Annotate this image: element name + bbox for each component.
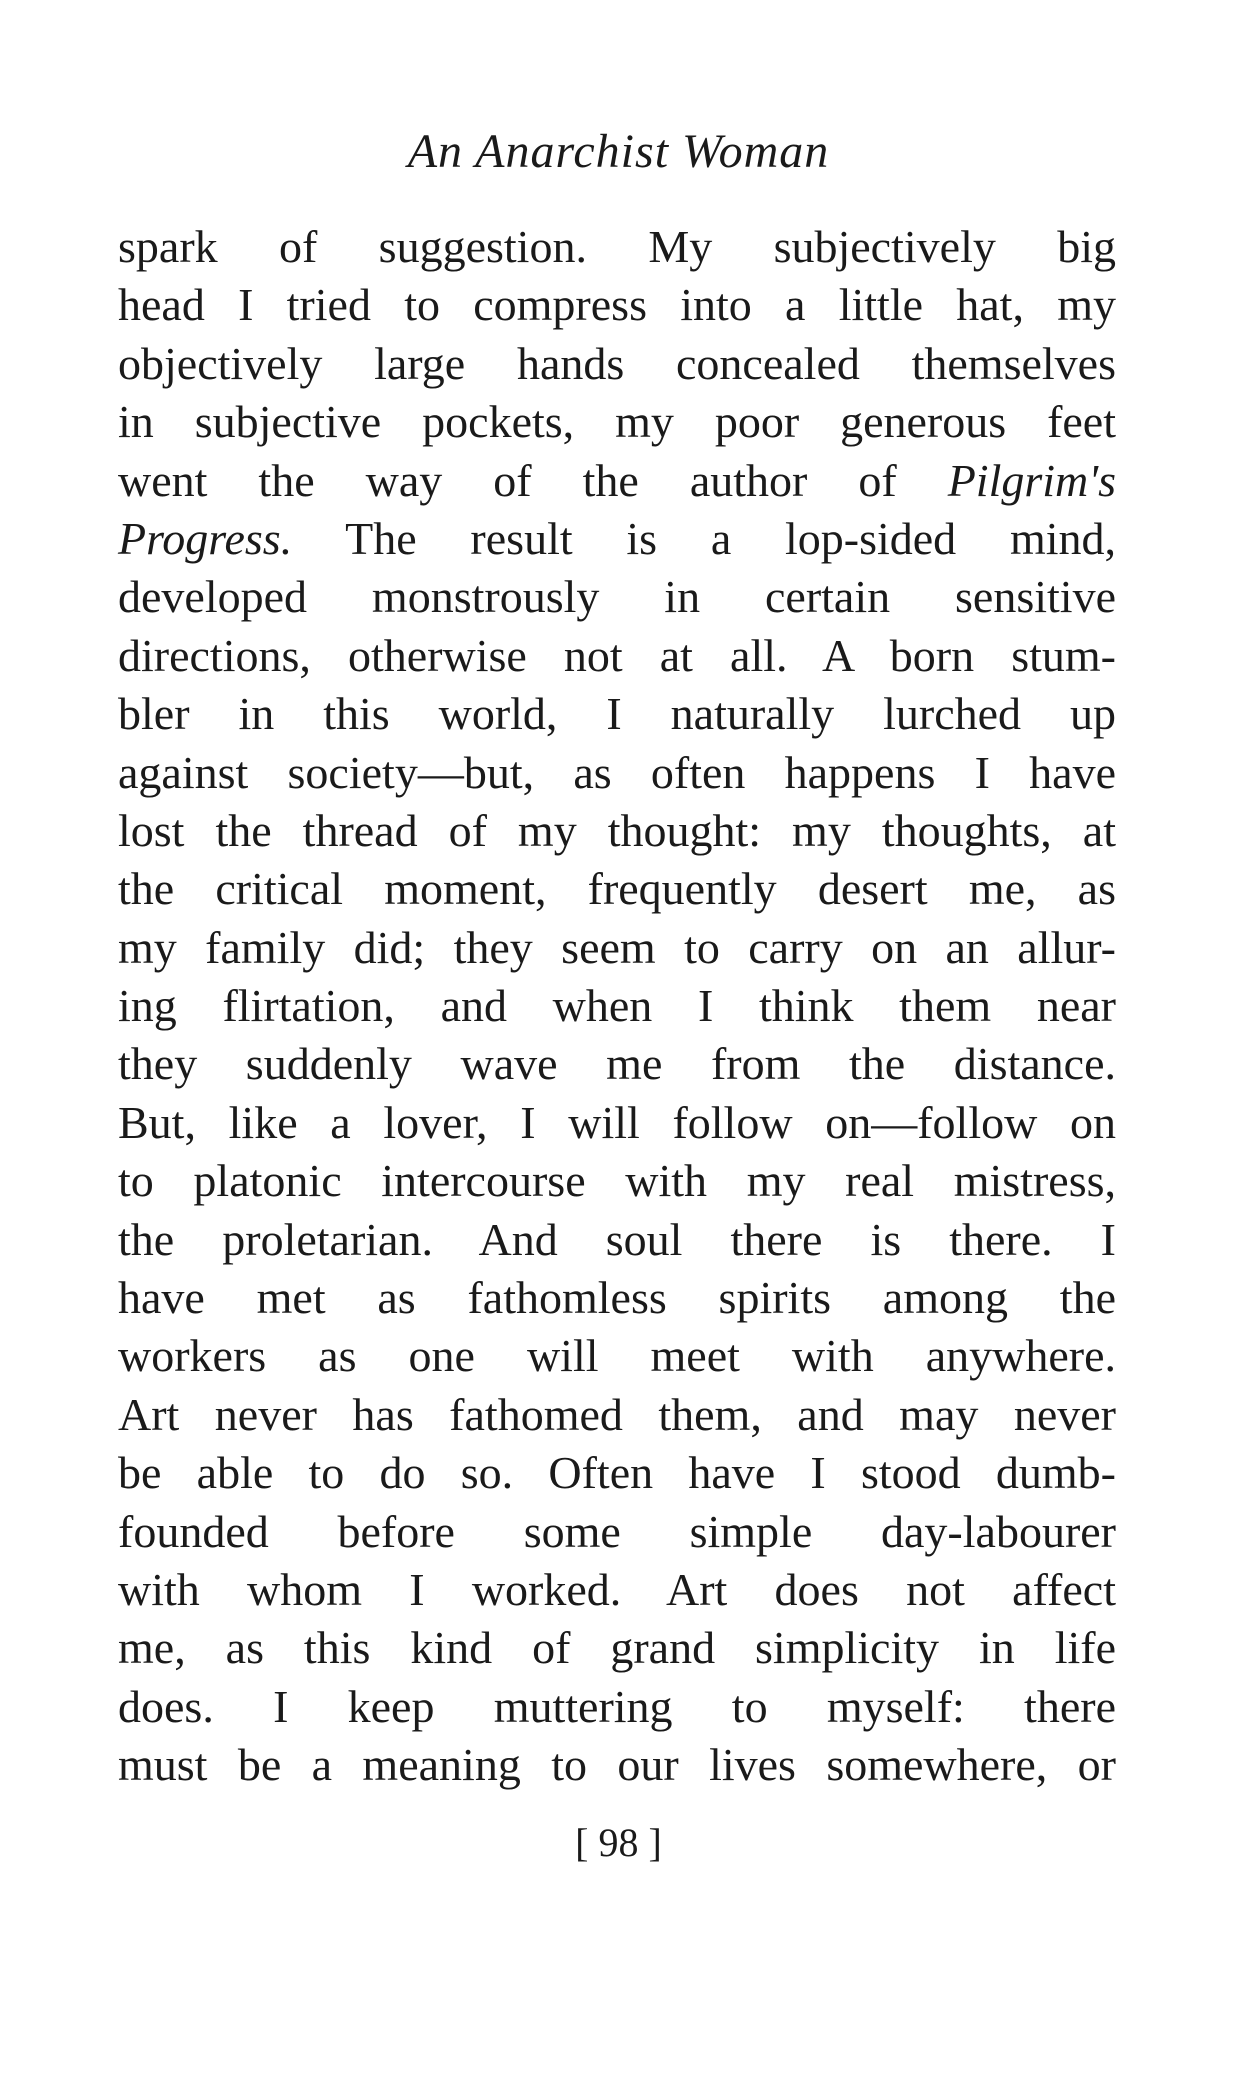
text-line: workers as one will meet with anywhere. bbox=[118, 1330, 1116, 1382]
text-line: head I tried to compress into a little hat, my bbox=[118, 279, 1116, 331]
body-text bbox=[118, 218, 1116, 1795]
page-number: [ 98 ] bbox=[575, 1820, 662, 1865]
text-line: does. I keep muttering to myself: there bbox=[118, 1680, 1116, 1732]
text-line: against society—but, as often happens I have bbox=[118, 746, 1116, 798]
text-line: Art never has fathomed them, and may never bbox=[118, 1388, 1116, 1440]
text-line: must be a meaning to our lives somewhere, or bbox=[118, 1739, 1116, 1791]
text-line: lost the thread of my thought: my thoughts, at bbox=[118, 804, 1116, 856]
text-line: founded before some simple day-labourer bbox=[118, 1505, 1116, 1557]
italic-title: Pilgrim's bbox=[947, 454, 1116, 506]
text-line: me, as this kind of grand simplicity in life bbox=[118, 1622, 1116, 1674]
text-line: the critical moment, frequently desert me, as bbox=[118, 863, 1116, 915]
text-segment: went the way of the author of bbox=[118, 454, 897, 506]
text-line bbox=[118, 510, 1116, 568]
text-line: bler in this world, I naturally lurched up bbox=[118, 688, 1116, 740]
text-line: be able to do so. Often have I stood dumb- bbox=[118, 1447, 1116, 1499]
text-line: have met as fathomless spirits among the bbox=[118, 1272, 1116, 1324]
running-head: An Anarchist Woman bbox=[407, 125, 830, 178]
text-line: developed monstrously in certain sensitive bbox=[118, 571, 1116, 623]
text-line: with whom I worked. Art does not affect bbox=[118, 1563, 1116, 1615]
text-line bbox=[118, 452, 1116, 510]
text-line: ing flirtation, and when I think them near bbox=[118, 980, 1116, 1032]
text-line: objectively large hands concealed themselves bbox=[118, 337, 1116, 389]
text-line: they suddenly wave me from the distance. bbox=[118, 1038, 1116, 1090]
text-line: directions, otherwise not at all. A born stum- bbox=[118, 629, 1116, 681]
text-line: to platonic intercourse with my real mistress, bbox=[118, 1155, 1116, 1207]
italic-title: Progress. bbox=[118, 512, 293, 564]
text-line: But, like a lover, I will follow on—follow on bbox=[118, 1096, 1116, 1148]
text-line: my family did; they seem to carry on an allur- bbox=[118, 921, 1116, 973]
text-line: the proletarian. And soul there is there. I bbox=[118, 1213, 1116, 1265]
text-line: in subjective pockets, my poor generous feet bbox=[118, 396, 1116, 448]
text-segment: The result is a lop-sided mind, bbox=[345, 512, 1117, 564]
text-line: spark of suggestion. My subjectively big bbox=[118, 221, 1116, 272]
